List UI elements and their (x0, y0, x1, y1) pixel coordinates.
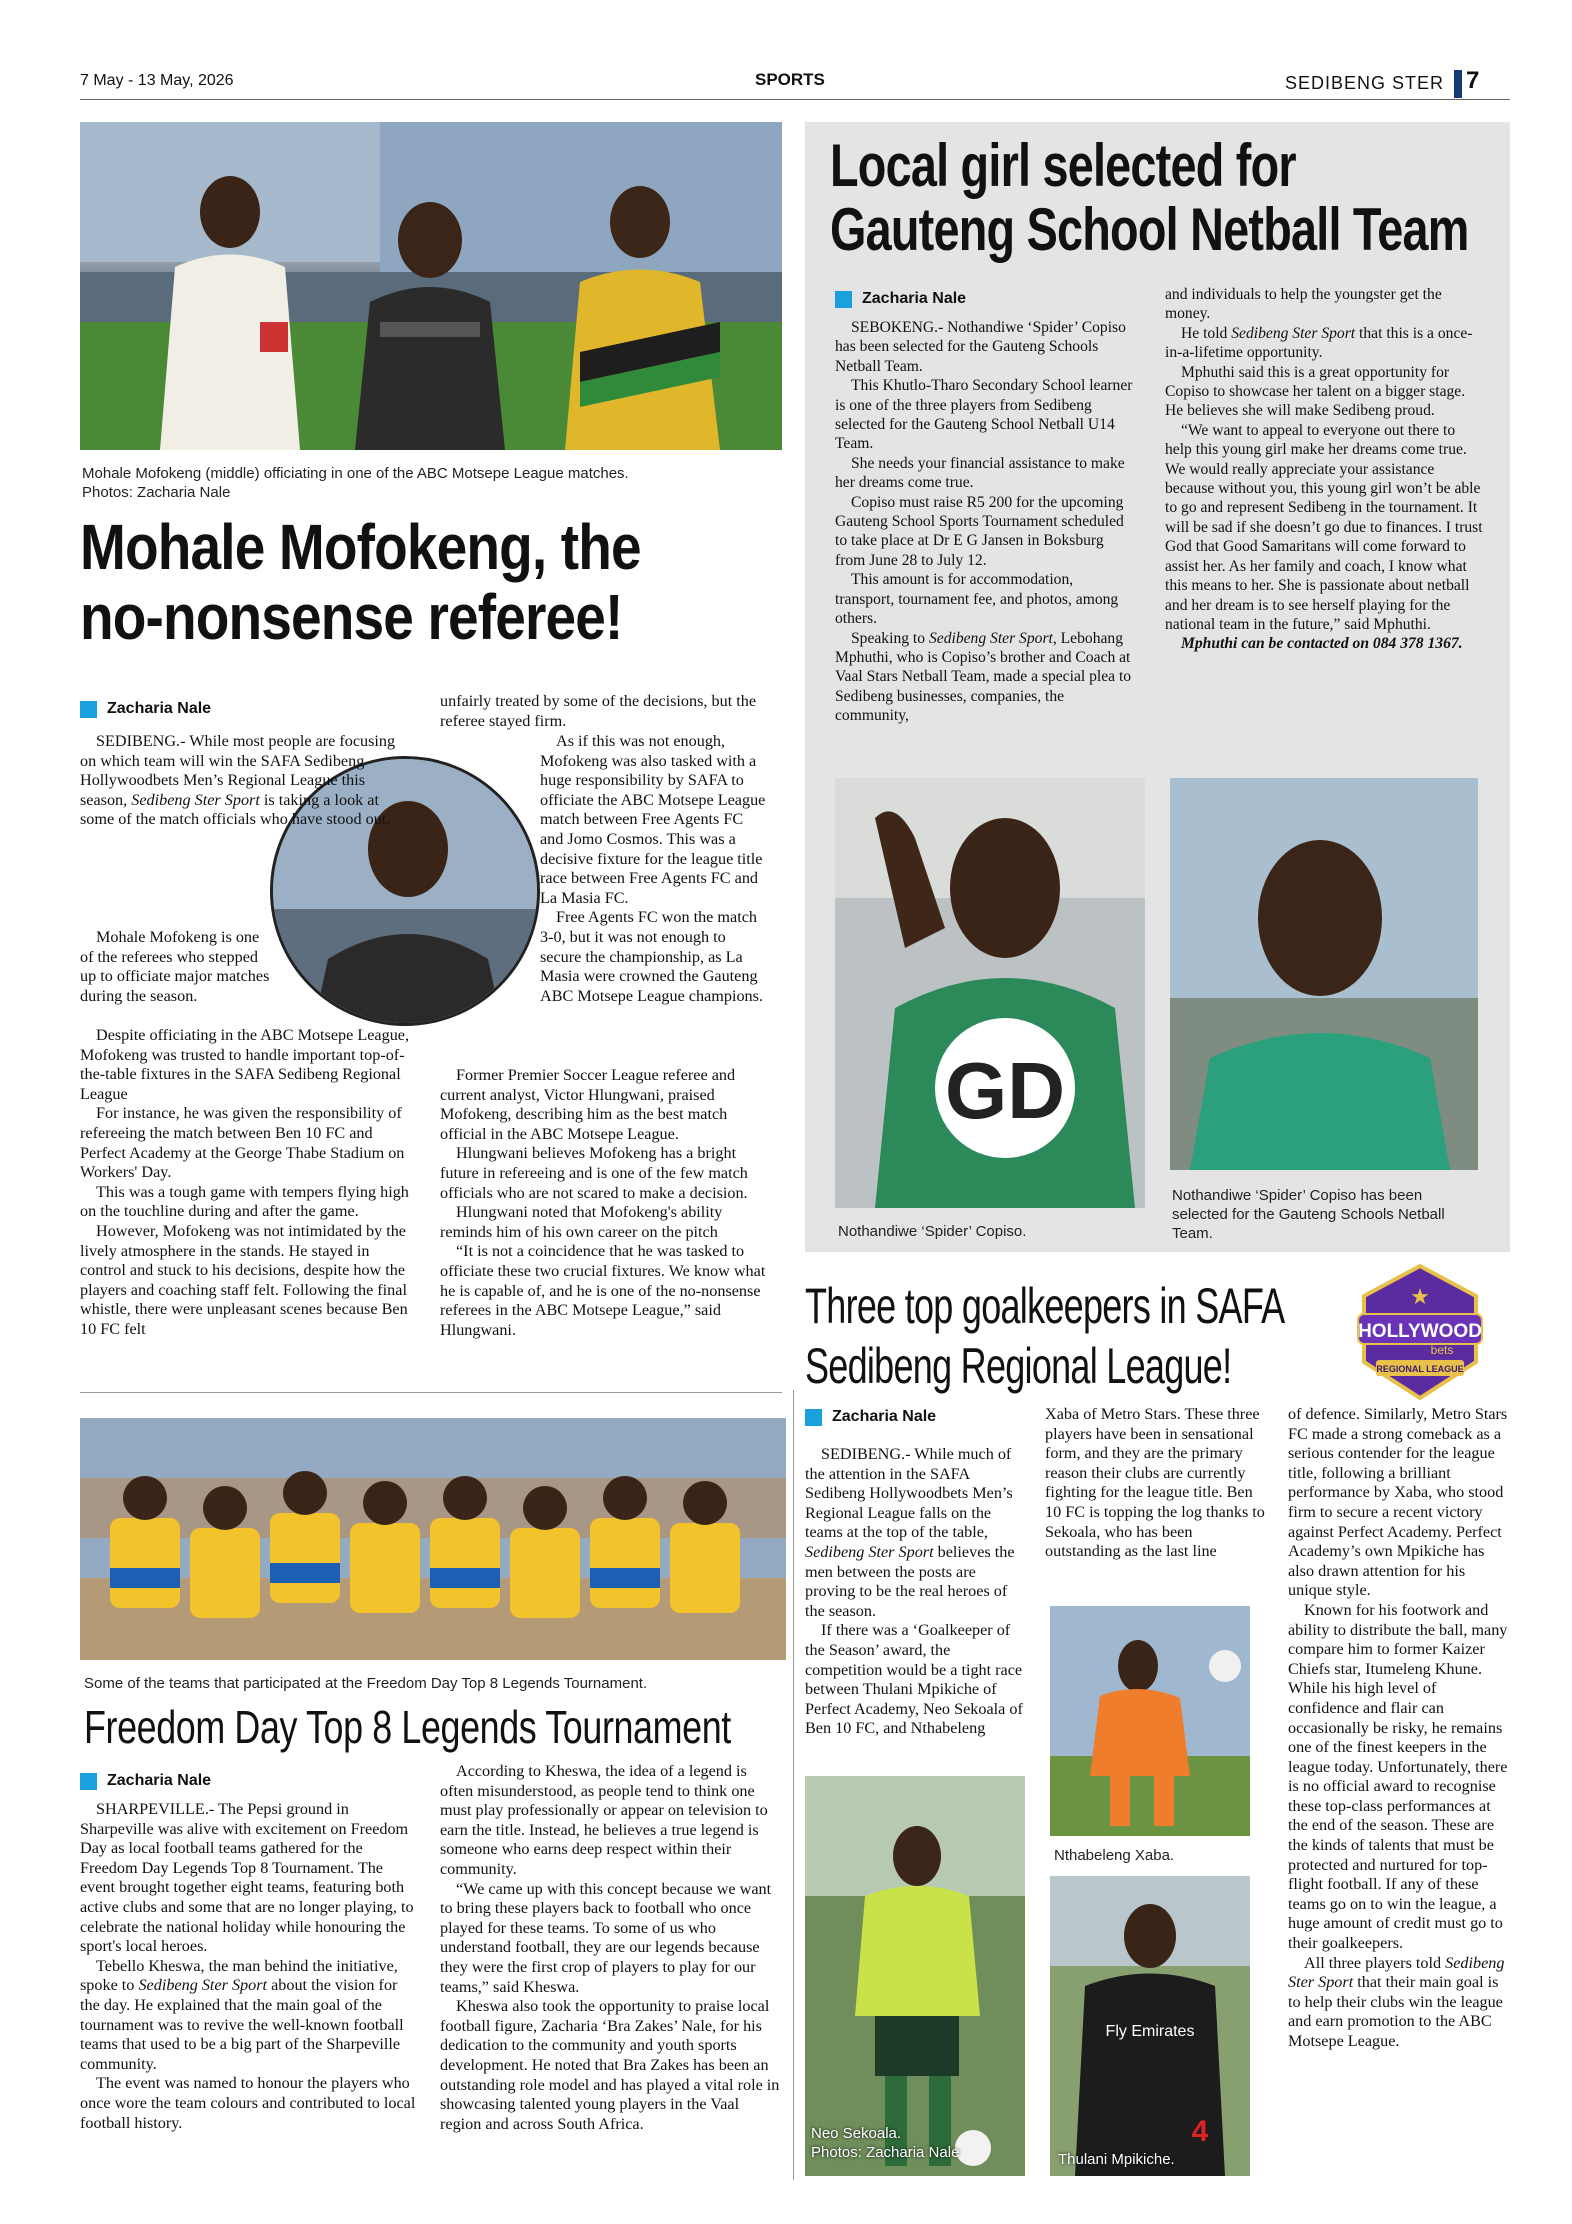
caption-credit: Photos: Zacharia Nale (82, 484, 231, 501)
referee-team-photo (80, 122, 782, 450)
paragraph: “We want to appeal to everyone out there to help this young girl make her dreams come true. We would really appreciate your assistance because without you, this young girl won’t be able to go and represent Sedibeng in the tournament. It will be sad if she doesn’t go due to finances. I trust God that Good Samaritans will come forward to assist her. As her family and coach, I know what this means to her. She is passionate about netball and her dream is to see herself playing for the national team in the future,” said Mphuthi. (1165, 421, 1483, 633)
paragraph: of defence. Similarly, Metro Stars FC made a strong comeback as a serious contender for the league title, following a brilliant performance by Xaba, who stood firm to secure a recent victory against Perfect Academy. Perfect Academy’s own Mpikiche has also drawn attention for his unique style. (1288, 1405, 1508, 1600)
paragraph: As if this was not enough, Mofokeng was also tasked with a huge responsibility by SAFA to officiate the ABC Motsepe League match between Free Agents FC and Jomo Cosmos. This was a decisive fixture for the league title race between Free Agents FC and La Masia FC. (540, 732, 766, 907)
legends-headline: Freedom Day Top 8 Legends Tournament (84, 1701, 731, 1753)
legends-col-1 (80, 1800, 420, 2133)
paragraph: All three players told Sedibeng Ster Sport that their main goal is to help their clubs win the league and earn promotion to the ABC Motsepe League. (1288, 1953, 1505, 2050)
photo-nthabeleng-xaba (1050, 1606, 1250, 1836)
referee-col-2-bottom (440, 1066, 770, 1340)
paragraph: Known for his footwork and ability to distribute the ball, many compare him to former Kaizer Chiefs star, Itumeleng Khune. While his high level of confidence and flair can occasionally be risky, he remains one of the finest keepers in the league today. Unfortunately, there is no official award to recognise these top-class performances at the end of the season. These are the kinds of talents that must be protected and nurtured for top-flight football. If any of these teams go on to win the league, a huge amount of credit must go to their goalkeepers. (1288, 1600, 1508, 1953)
goalkeepers-col-3 (1288, 1405, 1510, 2052)
photo-thulani-mpikiche (1050, 1876, 1250, 2176)
byline-marker (805, 1409, 822, 1426)
referee-col-2-wrap (540, 732, 770, 1006)
paragraph: unfairly treated by some of the decisions, but the referee stayed firm. (440, 692, 757, 730)
logo-sub: bets (1430, 1343, 1454, 1357)
logo-wordmark: HOLLYWOOD (1358, 1321, 1482, 1342)
bib-letters: GD (945, 1046, 1065, 1135)
paragraph: Free Agents FC won the match 3-0, but it was not enough to secure the championship, as La Masia were crowned the Gauteng ABC Motsepe League champions. (540, 908, 763, 1005)
paragraph: Mphuthi can be contacted on 084 378 1367. (1181, 635, 1463, 653)
paragraph: and individuals to help the youngster get the money. (1165, 286, 1442, 323)
byline-marker (80, 701, 97, 718)
netball-byline (835, 290, 966, 308)
byline-name: Zacharia Nale (107, 700, 212, 717)
netball-photo-right (1170, 778, 1478, 1170)
shirt-number: 4 (1191, 2115, 1209, 2148)
legends-col-2 (440, 1762, 780, 2134)
goalkeepers-col-2 (1045, 1405, 1265, 1562)
netball-caption-left: Nothandiwe ‘Spider’ Copiso. (838, 1223, 1027, 1240)
paragraph: This amount is for accommodation, transport, tournament fee, and photos, among others. (835, 571, 1119, 628)
paragraph: Tebello Kheswa, the man behind the initiative, spoke to Sedibeng Ster Sport about the vision for the day. He explained that the main goal of the tournament was to revive the well-known football teams that used to be a big part of the Sharpeville community. (80, 1956, 404, 2073)
legends-photo-caption: Some of the teams that participated at the Freedom Day Top 8 Legends Tournament. (84, 1675, 648, 1692)
page-tab (1454, 70, 1462, 98)
paragraph: Speaking to Sedibeng Ster Sport, Lebohang Mphuthi, who is Copiso’s brother and Coach at Vaal Stars Netball Team, made a special plea to Sedibeng businesses, companies, the community, (835, 629, 1132, 725)
netball-caption-right: Nothandiwe ‘Spider’ Copiso has been selected for the Gauteng Schools Netball Team. (1172, 1187, 1445, 1242)
shirt-sponsor: Fly Emirates (1105, 2023, 1195, 2040)
paragraph: Mphuthi said this is a great opportunity for Copiso to showcase her talent on a bigger stage. He believes she will make Sedibeng proud. (1165, 363, 1466, 420)
byline-marker (80, 1773, 97, 1790)
referee-col-1-bottom (80, 1026, 414, 1340)
photo-neo-sekoala (805, 1776, 1025, 2176)
netball-col-2 (1165, 285, 1485, 654)
caption-line: Mohale Mofokeng (middle) officiating in one of the ABC Motsepe League matches. (82, 465, 629, 482)
paragraph: According to Kheswa, the idea of a legend is often misunderstood, as people tend to think one must play professionally or appear on television to earn the title. Instead, he believes a true legend is someone who earns deep respect within their community. (440, 1762, 768, 1878)
hollywoodbets-logo (1350, 1262, 1490, 1402)
paragraph: Hlungwani noted that Mofokeng's ability reminds him of his own career on the pitch (440, 1203, 723, 1241)
headline-line-1: Mohale Mofokeng, the (80, 511, 641, 583)
paragraph: Former Premier Soccer League referee and current analyst, Victor Hlungwani, praised Mofokeng, describing him as the best match official in the ABC Motsepe League. (440, 1066, 736, 1143)
caption-thulani: Thulani Mpikiche. (1058, 2151, 1175, 2168)
paragraph: She needs your financial assistance to make her dreams come true. (835, 454, 1125, 492)
paragraph: Copiso must raise R5 200 for the upcoming Gauteng School Sports Tournament scheduled to take place at Dr E G Jansen in Boksburg from June 28 to July 12. (835, 493, 1124, 569)
paragraph: “We came up with this concept because we want to bring these players back to football who once played for these teams. To some of us who understand football, they are our legends because they were the first crop of players to play for our teams,” said Kheswa. (440, 1879, 772, 1996)
paragraph: Hlungwani believes Mofokeng has a bright future in refereeing and is one of the few match officials who are not scared to make a decision. (440, 1144, 748, 1202)
paragraph: If there was a ‘Goalkeeper of the Season’ award, the competition would be a tight race between Thulani Mpikiche of Perfect Academy, Neo Sekoala of Ben 10 FC, and Nthabeleng (805, 1621, 1023, 1738)
section-name: SPORTS (755, 70, 825, 89)
paragraph: However, Mofokeng was not intimidated by the lively atmosphere in the stands. He stayed in control and stuck to his decisions, despite how the players and coaching staff felt. Following the final whistle, there were unpleasant scenes because Ben 10 FC felt (80, 1221, 408, 1338)
paragraph: This Khutlo-Tharo Secondary School learner is one of the three players from Sedibeng selected for the Gauteng School Netball U14 Team. (835, 377, 1133, 453)
netball-col-1 (835, 318, 1135, 726)
paragraph: Despite officiating in the ABC Motsepe League, Mofokeng was trusted to handle important top-of-the-table fixtures in the SAFA Sedibeng Regional League (80, 1026, 410, 1103)
caption-line: Neo Sekoala. (811, 2125, 902, 2142)
paragraph: SEDIBENG.- While most people are focusing on which team will win the SAFA Sedibeng Hollywoodbets Men’s Regional League this season, Sedibeng Ster Sport is taking a look at some of the match officials who have stood out. (80, 732, 396, 829)
paragraph: Mohale Mofokeng is one of the referees who stepped up to officiate major matches during the season. (80, 928, 270, 1005)
headline-line-2: no-nonsense referee! (80, 581, 623, 653)
caption-neo (811, 2124, 959, 2162)
paragraph: This was a tough game with tempers flying high on the touchline during and after the game. (80, 1182, 409, 1221)
headline-line-2: Sedibeng Regional League! (805, 1338, 1232, 1394)
caption-xaba: Nthabeleng Xaba. (1054, 1847, 1175, 1864)
headline-line-1: Local girl selected for (830, 132, 1296, 199)
paragraph: For instance, he was given the responsibility of refereeing the match between Ben 10 FC and Perfect Academy at the George Thabe Stadium on Workers' Day. (80, 1104, 405, 1182)
legends-team-photo (80, 1418, 786, 1660)
referee-headline (80, 512, 641, 652)
referee-byline (80, 700, 211, 718)
section-rule (80, 1392, 782, 1393)
netball-photo-left (835, 778, 1145, 1208)
headline-line-2: Gauteng School Netball Team (830, 196, 1469, 263)
goalkeepers-byline (805, 1408, 936, 1426)
paragraph: Kheswa also took the opportunity to praise local football figure, Zacharia ‘Bra Zakes’ Nale, for his dedication to the community and youth sports development. He noted that Bra Zakes has been an outstanding role model and has played a vital role in showcasing talented young players in the Vaal region and across South Africa. (440, 1997, 780, 2133)
page-number: 7 (1466, 67, 1480, 94)
paragraph: SEBOKENG.- Nothandiwe ‘Spider’ Copiso has been selected for the Gauteng Schools Netball Team. (835, 319, 1126, 375)
referee-col-1 (80, 732, 414, 830)
paragraph: SHARPEVILLE.- The Pepsi ground in Sharpeville was alive with excitement on Freedom Day as local football teams gathered for the Freedom Day Legends Top 8 Tournament. The event brought together eight teams, featuring both active clubs and some that are no longer playing, to celebrate the national holiday while honouring the sport's local heroes. (80, 1800, 414, 1956)
byline-marker (835, 291, 852, 308)
paragraph: He told Sedibeng Ster Sport that this is a once-in-a-lifetime opportunity. (1165, 324, 1473, 362)
byline-name: Zacharia Nale (862, 290, 967, 307)
legends-byline (80, 1772, 211, 1790)
issue-date: 7 May - 13 May, 2026 (80, 72, 234, 89)
paragraph: Xaba of Metro Stars. These three players have been in sensational form, and they are the primary reason their clubs are currently fighting for the league title. Ben 10 FC is topping the log thanks to Sekoala, who has been outstanding as the last line (1045, 1405, 1265, 1561)
goalkeepers-col-1 (805, 1445, 1025, 1739)
paragraph: “It is not a coincidence that he was tasked to officiate these two crucial fixtures. We know what he is capable of, and he is one of the no-nonsense referees in the ABC Motsepe League,” said Hlungwani. (440, 1242, 766, 1339)
paragraph: SEDIBENG.- While much of the attention in the SAFA Sedibeng Hollywoodbets Men’s Regional League falls on the teams at the top of the table, Sedibeng Ster Sport believes the men between the posts are proving to be the real heroes of the season. (805, 1445, 1015, 1620)
logo-league: REGIONAL LEAGUE (1376, 1364, 1464, 1374)
referee-col-2-top (440, 692, 770, 731)
star-icon: ★ (1410, 1284, 1430, 1309)
goalkeepers-headline (805, 1276, 1284, 1396)
byline-name: Zacharia Nale (107, 1772, 212, 1789)
referee-photo-caption (82, 464, 782, 502)
headline-line-1: Three top goalkeepers in SAFA (805, 1278, 1285, 1334)
page-header (80, 67, 1510, 100)
column-rule-vertical (793, 1390, 794, 2180)
referee-col-1-lower (80, 928, 270, 1006)
caption-credit: Photos: Zacharia Nale (811, 2144, 960, 2161)
paragraph: The event was named to honour the players who once wore the team colours and contributed to local football history. (80, 2074, 416, 2132)
byline-name: Zacharia Nale (832, 1408, 937, 1425)
header-rule (80, 99, 1510, 100)
netball-headline (830, 134, 1469, 262)
paper-name: SEDIBENG STER (1285, 73, 1445, 93)
